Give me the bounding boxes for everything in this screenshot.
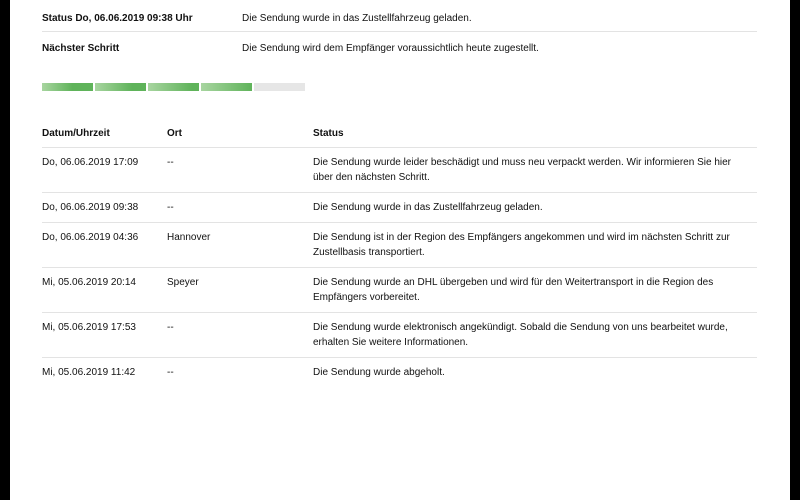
table-row: [42, 268, 757, 313]
table-row: [42, 193, 757, 223]
status-summary-row: [42, 2, 757, 32]
row-status: Die Sendung wurde leider beschädigt und muss neu verpackt werden. Wir informieren Sie hier über den nächsten Schritt.: [313, 157, 731, 183]
shipment-progress-bar: [42, 83, 305, 91]
progress-step-4: [201, 83, 252, 91]
row-status: Die Sendung wurde elektronisch angekündigt. Sobald die Sendung von uns bearbeitet wurde, erhalten Sie weitere Informationen.: [313, 322, 728, 348]
row-status: Die Sendung wurde in das Zustellfahrzeug geladen.: [313, 202, 543, 213]
progress-step-3: [148, 83, 199, 91]
next-step-label: Nächster Schritt: [42, 43, 120, 54]
tracking-history-table: [42, 118, 757, 387]
table-row: [42, 148, 757, 193]
header-status: Status: [313, 128, 344, 139]
row-location: Speyer: [167, 277, 199, 288]
header-datetime: Datum/Uhrzeit: [42, 128, 110, 139]
row-datetime: Mi, 05.06.2019 20:14: [42, 277, 136, 288]
table-row: [42, 223, 757, 268]
row-status: Die Sendung ist in der Region des Empfängers angekommen und wird im nächsten Schritt zur Zustellbasis transportiert.: [313, 232, 730, 258]
row-datetime: Do, 06.06.2019 04:36: [42, 232, 139, 243]
row-location: Hannover: [167, 232, 211, 243]
next-step-value: Die Sendung wird dem Empfänger voraussichtlich heute zugestellt.: [242, 43, 539, 54]
row-status: Die Sendung wurde abgeholt.: [313, 367, 445, 378]
progress-step-2: [95, 83, 146, 91]
row-datetime: Mi, 05.06.2019 17:53: [42, 322, 136, 333]
row-datetime: Mi, 05.06.2019 11:42: [42, 367, 136, 378]
row-location: --: [167, 367, 174, 378]
row-location: --: [167, 322, 174, 333]
row-datetime: Do, 06.06.2019 17:09: [42, 157, 139, 168]
progress-step-1: [42, 83, 93, 91]
row-datetime: Do, 06.06.2019 09:38: [42, 202, 139, 213]
row-location: --: [167, 157, 174, 168]
header-location: Ort: [167, 128, 182, 139]
table-header: [42, 118, 757, 148]
table-row: [42, 358, 757, 387]
status-label: Status Do, 06.06.2019 09:38 Uhr: [42, 13, 193, 24]
status-value: Die Sendung wurde in das Zustellfahrzeug geladen.: [242, 13, 472, 24]
progress-step-5: [254, 83, 305, 91]
row-location: --: [167, 202, 174, 213]
next-step-row: [42, 32, 757, 61]
row-status: Die Sendung wurde an DHL übergeben und wird für den Weitertransport in die Region des Empfängers vorbereitet.: [313, 277, 714, 303]
table-row: [42, 313, 757, 358]
tracking-page: [10, 0, 790, 500]
